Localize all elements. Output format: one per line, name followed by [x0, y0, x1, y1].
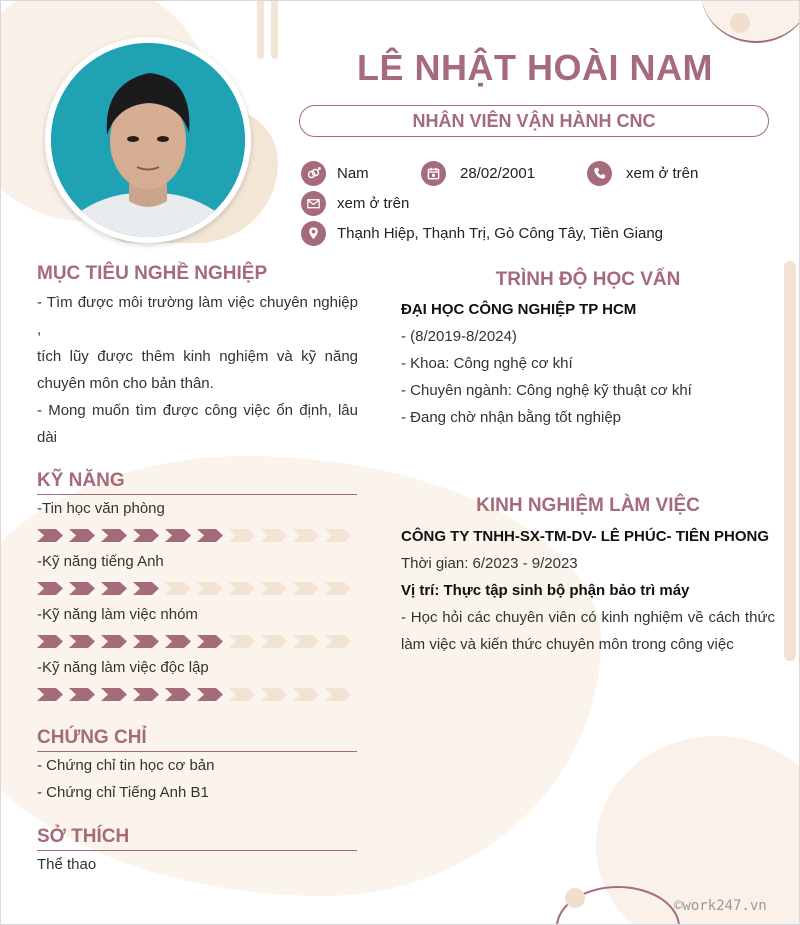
skill-chevron-empty — [261, 635, 287, 648]
skill-chevron-empty — [261, 688, 287, 701]
skill-chevron-filled — [101, 635, 127, 648]
skill-chevron-filled — [101, 582, 127, 595]
skill-chevron-filled — [133, 635, 159, 648]
contact-gender — [301, 161, 369, 186]
skill-chevron-filled — [133, 582, 159, 595]
skill-label: -Kỹ năng làm việc nhóm — [37, 606, 198, 623]
skill-chevron-filled — [197, 635, 223, 648]
skill-chevron-empty — [197, 582, 223, 595]
objective-text: - Tìm được môi trường làm việc chuyên nghiệp , tích lũy được thêm kinh nghiệm và kỹ năng chuyên môn cho bản thân. - Mong muốn tìm được công việc ổn định, lâu dài — [37, 294, 358, 446]
education-major: - Chuyên ngành: Công nghệ kỹ thuật cơ khí — [401, 382, 692, 399]
phone-icon — [587, 161, 612, 186]
skill-chevron-filled — [101, 688, 127, 701]
decor-dot-topright — [730, 13, 750, 33]
company-name: CÔNG TY TNHH-SX-TM-DV- LÊ PHÚC- TIÊN PHONG — [401, 528, 770, 545]
decor-bar-right — [784, 261, 796, 661]
skill-chevron-empty — [293, 529, 319, 542]
skills-divider — [37, 494, 357, 495]
hobby-item: Thể thao — [37, 856, 97, 873]
skill-level-bar — [37, 582, 357, 595]
skill-chevron-filled — [165, 635, 191, 648]
skill-label: -Kỹ năng tiếng Anh — [37, 553, 164, 570]
job-title: NHÂN VIÊN VẬN HÀNH CNC — [299, 105, 769, 137]
skill-level-bar — [37, 688, 357, 701]
location-icon — [301, 221, 326, 246]
skill-chevron-filled — [165, 688, 191, 701]
skill-chevron-empty — [229, 635, 255, 648]
objective-heading: MỤC TIÊU NGHỀ NGHIỆP — [37, 263, 268, 284]
skills-heading: KỸ NĂNG — [37, 470, 125, 491]
candidate-name: LÊ NHẬT HOÀI NAM — [357, 47, 713, 88]
address-value: Thạnh Hiệp, Thạnh Trị, Gò Công Tây, Tiền Giang — [337, 225, 664, 242]
skill-label: -Kỹ năng làm việc độc lập — [37, 659, 209, 676]
contact-address — [301, 221, 663, 246]
skill-chevron-filled — [69, 688, 95, 701]
calendar-icon — [421, 161, 446, 186]
skill-chevron-empty — [325, 529, 351, 542]
skill-chevron-filled — [69, 582, 95, 595]
skill-chevron-empty — [293, 688, 319, 701]
education-faculty: - Khoa: Công nghệ cơ khí — [401, 355, 573, 372]
gender-icon — [301, 161, 326, 186]
skill-chevron-filled — [133, 529, 159, 542]
skill-chevron-empty — [229, 582, 255, 595]
education-status: - Đang chờ nhận bằng tốt nghiệp — [401, 409, 621, 426]
skill-chevron-filled — [101, 529, 127, 542]
certificate-item: - Chứng chỉ Tiếng Anh B1 — [37, 784, 209, 801]
decor-ring-topright — [701, 0, 800, 43]
skill-chevron-empty — [229, 529, 255, 542]
skill-level-bar — [37, 529, 357, 542]
portrait-illustration — [51, 43, 245, 237]
experience-heading: KINH NGHIỆM LÀM VIỆC — [476, 495, 700, 516]
contact-phone — [587, 161, 698, 186]
skill-chevron-empty — [293, 635, 319, 648]
contact-birthday — [421, 161, 535, 186]
school-name: ĐẠI HỌC CÔNG NGHIỆP TP HCM — [401, 301, 637, 318]
skill-chevron-empty — [229, 688, 255, 701]
skill-chevron-empty — [261, 529, 287, 542]
education-heading: TRÌNH ĐỘ HỌC VẤN — [495, 269, 681, 290]
decor-vbar — [257, 1, 264, 59]
skill-label: -Tin học văn phòng — [37, 500, 165, 517]
skill-chevron-filled — [197, 529, 223, 542]
education-period: - (8/2019-8/2024) — [401, 328, 517, 345]
email-value: xem ở trên — [337, 195, 410, 212]
experience-description: - Học hỏi các chuyên viên có kinh nghiệm về cách thức làm việc và kiến thức chuyên môn trong công việc — [401, 609, 775, 653]
skill-chevron-filled — [69, 635, 95, 648]
skill-chevron-empty — [293, 582, 319, 595]
skill-chevron-filled — [37, 529, 63, 542]
birthday-value: 28/02/2001 — [460, 165, 536, 182]
phone-value: xem ở trên — [626, 165, 699, 182]
skill-chevron-empty — [325, 688, 351, 701]
skill-chevron-filled — [37, 635, 63, 648]
contact-email — [301, 191, 409, 216]
skill-chevron-filled — [37, 688, 63, 701]
certificates-heading: CHỨNG CHỈ — [37, 727, 147, 748]
skill-chevron-filled — [197, 688, 223, 701]
profile-photo — [45, 37, 251, 243]
skill-chevron-filled — [37, 582, 63, 595]
hobbies-heading: SỞ THÍCH — [37, 826, 130, 847]
experience-position: Vị trí: Thực tập sinh bộ phận bảo trì máy — [401, 582, 690, 599]
decor-dot-bottom — [565, 888, 585, 908]
skill-chevron-empty — [261, 582, 287, 595]
skill-chevron-empty — [325, 582, 351, 595]
skill-chevron-filled — [69, 529, 95, 542]
certificate-item: - Chứng chỉ tin học cơ bản — [37, 757, 215, 774]
skill-level-bar — [37, 635, 357, 648]
email-icon — [301, 191, 326, 216]
skill-chevron-empty — [325, 635, 351, 648]
gender-value: Nam — [337, 165, 369, 182]
watermark: ©work247.vn — [674, 898, 767, 914]
experience-time: Thời gian: 6/2023 - 9/2023 — [401, 555, 578, 572]
skill-chevron-filled — [133, 688, 159, 701]
decor-vbar — [271, 1, 278, 59]
skill-chevron-empty — [165, 582, 191, 595]
skill-chevron-filled — [165, 529, 191, 542]
